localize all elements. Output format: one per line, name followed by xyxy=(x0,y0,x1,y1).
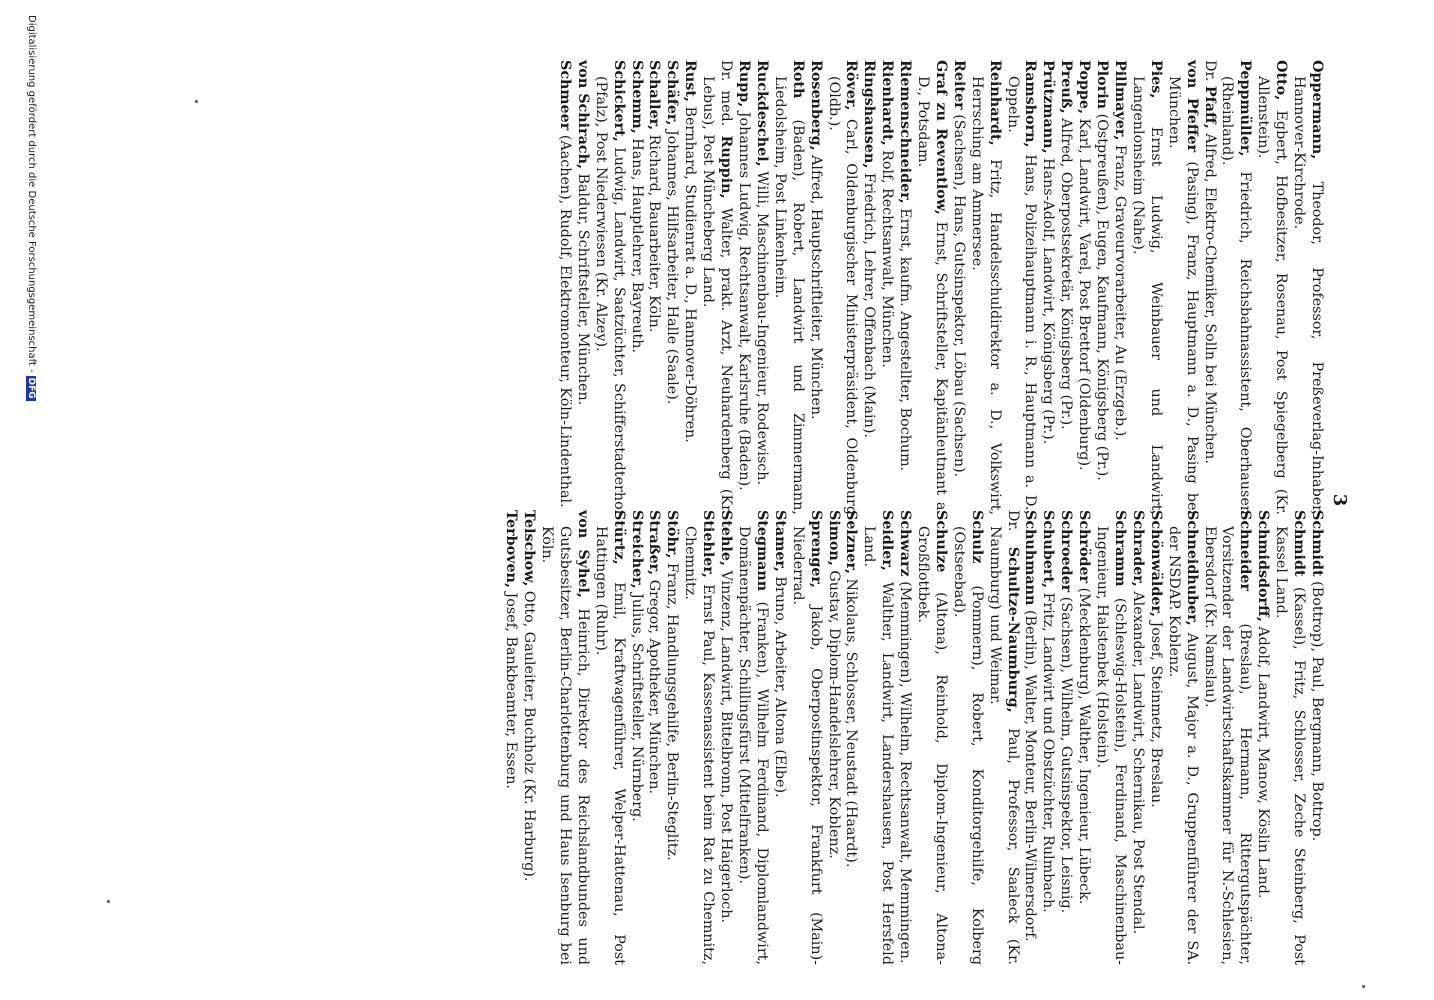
entry-name: von Schirach, xyxy=(574,60,591,169)
entry-details: Alfred, Hauptschriftleiter, München. xyxy=(807,150,824,420)
entry-details: Alfred, Elektro-Chemiker, Solln bei München. xyxy=(1201,128,1218,464)
entry-name: Schneider xyxy=(1237,510,1254,591)
list-entry xyxy=(627,510,645,965)
entry-name: Schwarz xyxy=(897,510,914,577)
entry-details: Franz, Handlungsgehilfe, Berlin-Steglitz. xyxy=(664,558,681,861)
entry-details: (Franken), Wilhelm Ferdinand, Diplomlandwirt, Domänenpächter, Schillingsfürst (Mittelfranken). xyxy=(736,526,770,965)
list-entry xyxy=(1074,60,1092,515)
list-entry xyxy=(680,60,698,515)
entry-details: (Pommern), Robert, Konditorgehilfe, Kolberg (Ostseebad). xyxy=(950,526,985,965)
list-entry xyxy=(537,510,591,965)
list-entry xyxy=(913,60,949,515)
entry-name: Rust, xyxy=(682,60,699,102)
entry-details: (Ostpreußen), Eugen, Kaufmann, Königsberg (Pr.). xyxy=(1094,109,1111,481)
entry-details: Rolf, Rechtsanwalt, München. xyxy=(879,145,896,368)
entry-name: von Syhel, xyxy=(574,510,591,598)
list-entry xyxy=(842,510,860,965)
list-entry xyxy=(734,60,752,515)
list-entry xyxy=(591,510,627,965)
entry-details: Ernst Paul, Kassenassistent beim Rat zu Chemnitz, Chemnitz. xyxy=(682,526,717,965)
entry-details: Josef, Bankbeamter, Essen. xyxy=(503,587,520,789)
entry-name: Stegmann xyxy=(753,510,770,592)
scan-speck xyxy=(107,900,110,903)
list-entry xyxy=(824,60,860,515)
entry-name: Schulze xyxy=(932,510,949,573)
entry-details: (Memmingen), Wilhelm, Rechtsanwalt, Memmingen. xyxy=(897,576,914,964)
entry-details: Julius, Schriftsteller, Nürnberg. xyxy=(628,588,645,822)
entry-name: Straßer, xyxy=(646,510,663,576)
entry-details: Josef, Steinmetz, Breslau. xyxy=(1147,616,1164,808)
entry-details: Johannes, Hilfsarbeiter, Halle (Saale). xyxy=(664,125,681,405)
list-entry xyxy=(949,510,985,965)
entry-details: (Kassel), Fritz, Schlosser, Zeche Steinberg, Post Kassel Land. xyxy=(1273,526,1308,965)
entry-name: Schrader, xyxy=(1129,510,1146,587)
entry-name: Stöhr, xyxy=(664,510,681,559)
entry-details: Fritz, Handelsschuldirektor a. D., Volkswirt, Herrsching am Ammersee. xyxy=(968,76,1003,515)
entry-details: (Berlin), Walter, Monteur, Berlin-Wilmersdorf. xyxy=(1022,605,1039,942)
entry-name: Pies, xyxy=(1147,60,1164,99)
list-entry xyxy=(1056,510,1074,965)
list-entry xyxy=(1253,60,1289,515)
entry-name: Pillmayer, xyxy=(1112,60,1129,141)
list-entry xyxy=(1021,510,1039,965)
entry-details: (Breslau), Hermann, Rittergutspächter, Vorsitzender der Landwirtschaftskammer für N.-Schlesien, Ebersdorf (Kr. Namslau). xyxy=(1201,526,1254,965)
list-entry xyxy=(501,510,519,965)
entry-name: Stehle, xyxy=(718,510,735,566)
footer-text: Digitalisierung gefördert durch die Deutsche Forschungsgemeinschaft - xyxy=(26,15,37,373)
entry-name: Reinhardt, xyxy=(986,60,1003,146)
list-entry xyxy=(770,60,806,515)
entry-name: Seidler, xyxy=(879,510,896,571)
entry-details: (Pasing), Franz, Hauptmann a. D., Pasing bei München. xyxy=(1165,76,1200,515)
list-entry xyxy=(734,510,770,965)
entry-name: Schneidhuber, xyxy=(1183,510,1200,626)
entry-details: Paul, Professor, Saaleck (Kr. Naumburg) und Weimar. xyxy=(986,526,1021,965)
entry-details: Ernst, kaufm. Angestellter, Bochum. xyxy=(897,203,914,472)
list-entry xyxy=(1128,60,1164,515)
entry-name: Peppmüller, xyxy=(1237,60,1254,157)
list-entry xyxy=(1146,510,1164,965)
entry-name: Oppermann, xyxy=(1309,60,1325,160)
entry-details: Friedrich, Lehrer, Offenbach (Main). xyxy=(861,168,878,438)
entry-name: Prützmann, xyxy=(1040,60,1057,154)
entry-name: Röver, xyxy=(843,60,860,111)
entry-name: Stürtz, xyxy=(610,510,627,565)
list-entry xyxy=(1218,60,1254,515)
entry-name: Telschow, xyxy=(521,510,538,587)
list-entry xyxy=(1164,510,1200,965)
entry-name: Roth xyxy=(789,60,806,99)
entry-name: Ringshausen, xyxy=(861,60,878,169)
entry-details: Hans, Hauptlehrer, Bayreuth. xyxy=(628,133,645,354)
list-entry xyxy=(752,60,770,515)
list-entry xyxy=(627,60,645,515)
list-entry xyxy=(555,60,573,515)
entry-name: Rienhardt, xyxy=(879,60,896,146)
entry-name: Streicher, xyxy=(628,510,645,589)
entry-name: Reiter xyxy=(950,60,967,110)
entry-name: Ramshorn, xyxy=(1022,60,1039,148)
entry-name: Rosenberg, xyxy=(807,60,824,151)
list-entry xyxy=(1271,510,1307,965)
list-entry xyxy=(591,60,627,515)
list-entry xyxy=(770,510,788,965)
list-entry xyxy=(680,510,716,965)
entry-details: Walter, prakt. Arzt, Neuhardenberg (Kr. Lebus), Post Müncheberg Land. xyxy=(700,76,735,515)
entry-name: Schönwälder, xyxy=(1147,510,1164,617)
entry-details: (Sachsen), Wilhelm, Gutsinspektor, Leisnig. xyxy=(1058,592,1075,914)
entry-name: Stamer, xyxy=(771,510,788,572)
entry-details: Fritz, Landwirt und Obstzüchter, Rulmbach. xyxy=(1040,588,1057,913)
entry-details: Vinzenz, Landwirt, Bittelbronn, Post Haigerloch. xyxy=(718,565,735,923)
digitization-footer xyxy=(26,15,37,401)
entry-details: Hans, Polizeihauptmann i. R., Hauptmann a. D., Oppeln. xyxy=(1004,76,1039,515)
entry-title: Dr. med. xyxy=(718,60,735,136)
list-entry xyxy=(859,60,877,515)
entry-name: Schubert, xyxy=(1040,510,1057,589)
list-entry xyxy=(1074,510,1092,965)
list-entry xyxy=(662,60,680,515)
entry-details: Richard, Bauarbeiter, Köln. xyxy=(646,130,663,333)
entry-name: Plorin xyxy=(1094,60,1111,110)
entry-name: Schmeer xyxy=(556,60,573,131)
list-entry xyxy=(1164,60,1200,515)
list-entry xyxy=(1253,510,1271,965)
entry-details: Walther, Landwirt, Landershausen, Post Hersfeld Land. xyxy=(861,526,896,965)
entry-details: Ludwig, Landwirt, Saatzüchter, Schifferstadterhof (Pfalz), Post Niederwiesen (Kr. Alzey). xyxy=(592,76,627,515)
list-entry xyxy=(1039,510,1057,965)
entry-details: (Schleswig-Holstein), Ferdinand, Maschinenbau-Ingenieur, Halstenbek (Holstein). xyxy=(1094,526,1129,965)
entry-details: Gustav, Diplom-Handelslehrer, Koblenz. xyxy=(825,565,842,859)
left-column xyxy=(555,60,1325,515)
list-entry xyxy=(895,510,913,965)
list-entry xyxy=(1200,60,1218,515)
entry-name: Schulz xyxy=(968,510,985,564)
entry-details: Carl, Oldenburgischer Ministerpräsident, Oldenburg (Oldb.). xyxy=(825,76,860,515)
list-entry xyxy=(806,60,824,515)
entry-name: Schramm xyxy=(1112,510,1129,587)
entry-name: von Pfeffer xyxy=(1183,60,1200,153)
entry-name: Schultze-Naumburg, xyxy=(1004,546,1021,713)
entry-name: Terboven, xyxy=(503,510,520,588)
entry-name: Schröder xyxy=(1076,510,1093,584)
entry-name: Schaller, xyxy=(646,60,663,131)
entry-name: Stiehler, xyxy=(700,510,717,578)
entry-details: Baldur, Schriftsteller, München. xyxy=(574,168,591,406)
entry-details: Adolf, Landwirt, Manow, Köslin Land. xyxy=(1255,621,1272,899)
entry-details: Bruno, Arbeiter, Altona (Elbe). xyxy=(771,571,788,798)
entry-name: Selzner, xyxy=(843,510,860,574)
entry-details: Otto, Gauleiter, Buchholz (Kr. Harburg). xyxy=(521,586,538,882)
list-entry xyxy=(949,60,967,515)
entry-name: Ruckdeschel, xyxy=(753,60,770,167)
list-entry xyxy=(662,510,680,965)
list-entry xyxy=(788,510,824,965)
entry-details: Friedrich, Reichsbahnassistent, Oberhausen (Rheinland). xyxy=(1219,76,1254,515)
entry-name: Poppe, xyxy=(1076,60,1093,114)
entry-details: Heinrich, Direktor des Reichslandbundes und Gutsbesitzer, Berlin-Charlottenburg und Haus Isenburg bei Köln. xyxy=(539,526,591,965)
list-entry xyxy=(573,60,591,515)
scan-speck xyxy=(1362,985,1365,988)
list-entry xyxy=(1110,60,1128,515)
list-entry xyxy=(877,60,895,515)
entry-details: Alexander, Landwirt, Schernikau, Post Stendal. xyxy=(1129,586,1146,935)
entry-name: Riemenschneider, xyxy=(897,60,914,204)
list-entry xyxy=(859,510,895,965)
entry-name: Otto, xyxy=(1273,60,1290,101)
list-entry xyxy=(1092,60,1110,515)
list-entry xyxy=(824,510,842,965)
entry-name: Schroeder xyxy=(1058,510,1075,593)
list-entry xyxy=(967,60,1003,515)
list-entry xyxy=(1128,510,1146,965)
entry-name: Schmidt xyxy=(1309,510,1325,577)
entry-title: Dr. xyxy=(1201,60,1218,86)
entry-details: Nikolaus, Schlosser, Neustadt (Haardt). xyxy=(843,573,860,868)
entry-name: Rupp, xyxy=(736,60,752,108)
entry-details: Jakob, Oberpostinspektor, Frankfurt (Main)-Niederrad. xyxy=(789,526,824,965)
entry-name: Schuhmann xyxy=(1022,510,1039,606)
scan-speck xyxy=(195,100,198,103)
list-entry xyxy=(716,510,734,965)
list-entry xyxy=(1056,60,1074,515)
entry-details: Bernhard, Studienrat a. D., Hannover-Döhren. xyxy=(682,101,699,443)
entry-name: Schmidt xyxy=(1291,510,1308,577)
entry-details: Emil, Kraftwagenführer, Welper-Hattenau, Post Hattingen (Ruhr). xyxy=(592,526,627,965)
entry-details: Egbert, Hofbesitzer, Rosenau, Post Spiegelberg (Kr. Allenstein). xyxy=(1255,76,1290,515)
list-entry xyxy=(1307,510,1325,965)
entry-details: Johannes Ludwig, Rechtsanwalt, Karlsruhe (Baden). xyxy=(736,107,752,491)
list-entry xyxy=(1092,510,1128,965)
entry-name: Pfaff, xyxy=(1201,85,1218,129)
entry-details: (Altona), Reinhold, Diplom-Ingenieur, Altona-Großflottbek. xyxy=(915,526,949,965)
entry-details: (Mecklenburg), Walther, Ingenieur, Lübeck. xyxy=(1076,583,1093,905)
list-entry xyxy=(698,60,734,515)
list-entry xyxy=(1200,510,1254,965)
entry-name: Sprenger, xyxy=(807,510,824,588)
list-entry xyxy=(985,510,1021,965)
entry-details: Franz, Graveurvorarbeiter, Au (Erzgeb.). xyxy=(1112,140,1129,441)
entry-name: Graf zu Reventlow, xyxy=(932,60,949,215)
entry-name: Schmidsdorff, xyxy=(1255,510,1272,622)
list-entry xyxy=(1003,60,1039,515)
document-page xyxy=(20,5,1420,995)
list-entry xyxy=(645,60,663,515)
entry-name: Schäfer, xyxy=(664,60,681,126)
list-entry xyxy=(1039,60,1057,515)
entry-details: Hans-Adolf, Landwirt, Königsberg (Pr.). xyxy=(1040,153,1057,445)
right-column xyxy=(501,510,1325,965)
entry-name: Ruppin, xyxy=(718,135,735,199)
entry-details: Karl, Landwirt, Varel, Post Brettorf (Oldenburg). xyxy=(1076,113,1093,471)
list-entry xyxy=(645,510,663,965)
list-entry xyxy=(913,510,949,965)
list-entry xyxy=(895,60,913,515)
entry-details: Gregor, Apotheker, München. xyxy=(646,575,663,794)
entry-details: Ernst Ludwig, Weinbauer und Landwirt, Langenlonsheim (Nahe). xyxy=(1129,76,1164,515)
entry-details: Theodor, Professor, Preßeverlag-Inhaber, Hannover-Kirchrode. xyxy=(1291,76,1325,515)
entry-details: August, Major a. D., Gruppenführer der SA. der NSDAP. Koblenz. xyxy=(1165,526,1200,965)
entry-details: Willi, Maschinenbau-Ingenieur, Rodewisch. xyxy=(753,166,770,486)
entry-name: Simon, xyxy=(825,510,842,566)
dfg-logo: DFG xyxy=(26,377,36,399)
entry-name: Schickert, xyxy=(610,60,627,142)
entry-details: Ernst, Schriftsteller, Kapitänleutnant a. D., Potsdam. xyxy=(915,76,949,515)
page-number: 3 xyxy=(1329,493,1350,507)
entry-details: (Sachsen), Hans, Gutsinspektor, Löbau (Sachsen). xyxy=(950,109,967,478)
list-entry xyxy=(519,510,537,965)
list-entry xyxy=(1289,60,1325,515)
entry-details: Alfred, Oberpostsekretär, Königsberg (Pr.). xyxy=(1058,113,1075,430)
entry-details: (Baden), Robert, Landwirt und Zimmermann, Liedolsheim, Post Linkenheim. xyxy=(771,76,806,515)
entry-name: Preuß, xyxy=(1058,60,1075,114)
entry-title: Dr. xyxy=(1004,510,1021,547)
entry-details: (Bottrop), Paul, Bergmann, Bottrop. xyxy=(1309,576,1325,842)
entry-name: Schemm, xyxy=(628,60,645,134)
entry-details: (Aachen), Rudolf, Elektromonteur, Köln-Lindenthal. xyxy=(556,130,573,508)
